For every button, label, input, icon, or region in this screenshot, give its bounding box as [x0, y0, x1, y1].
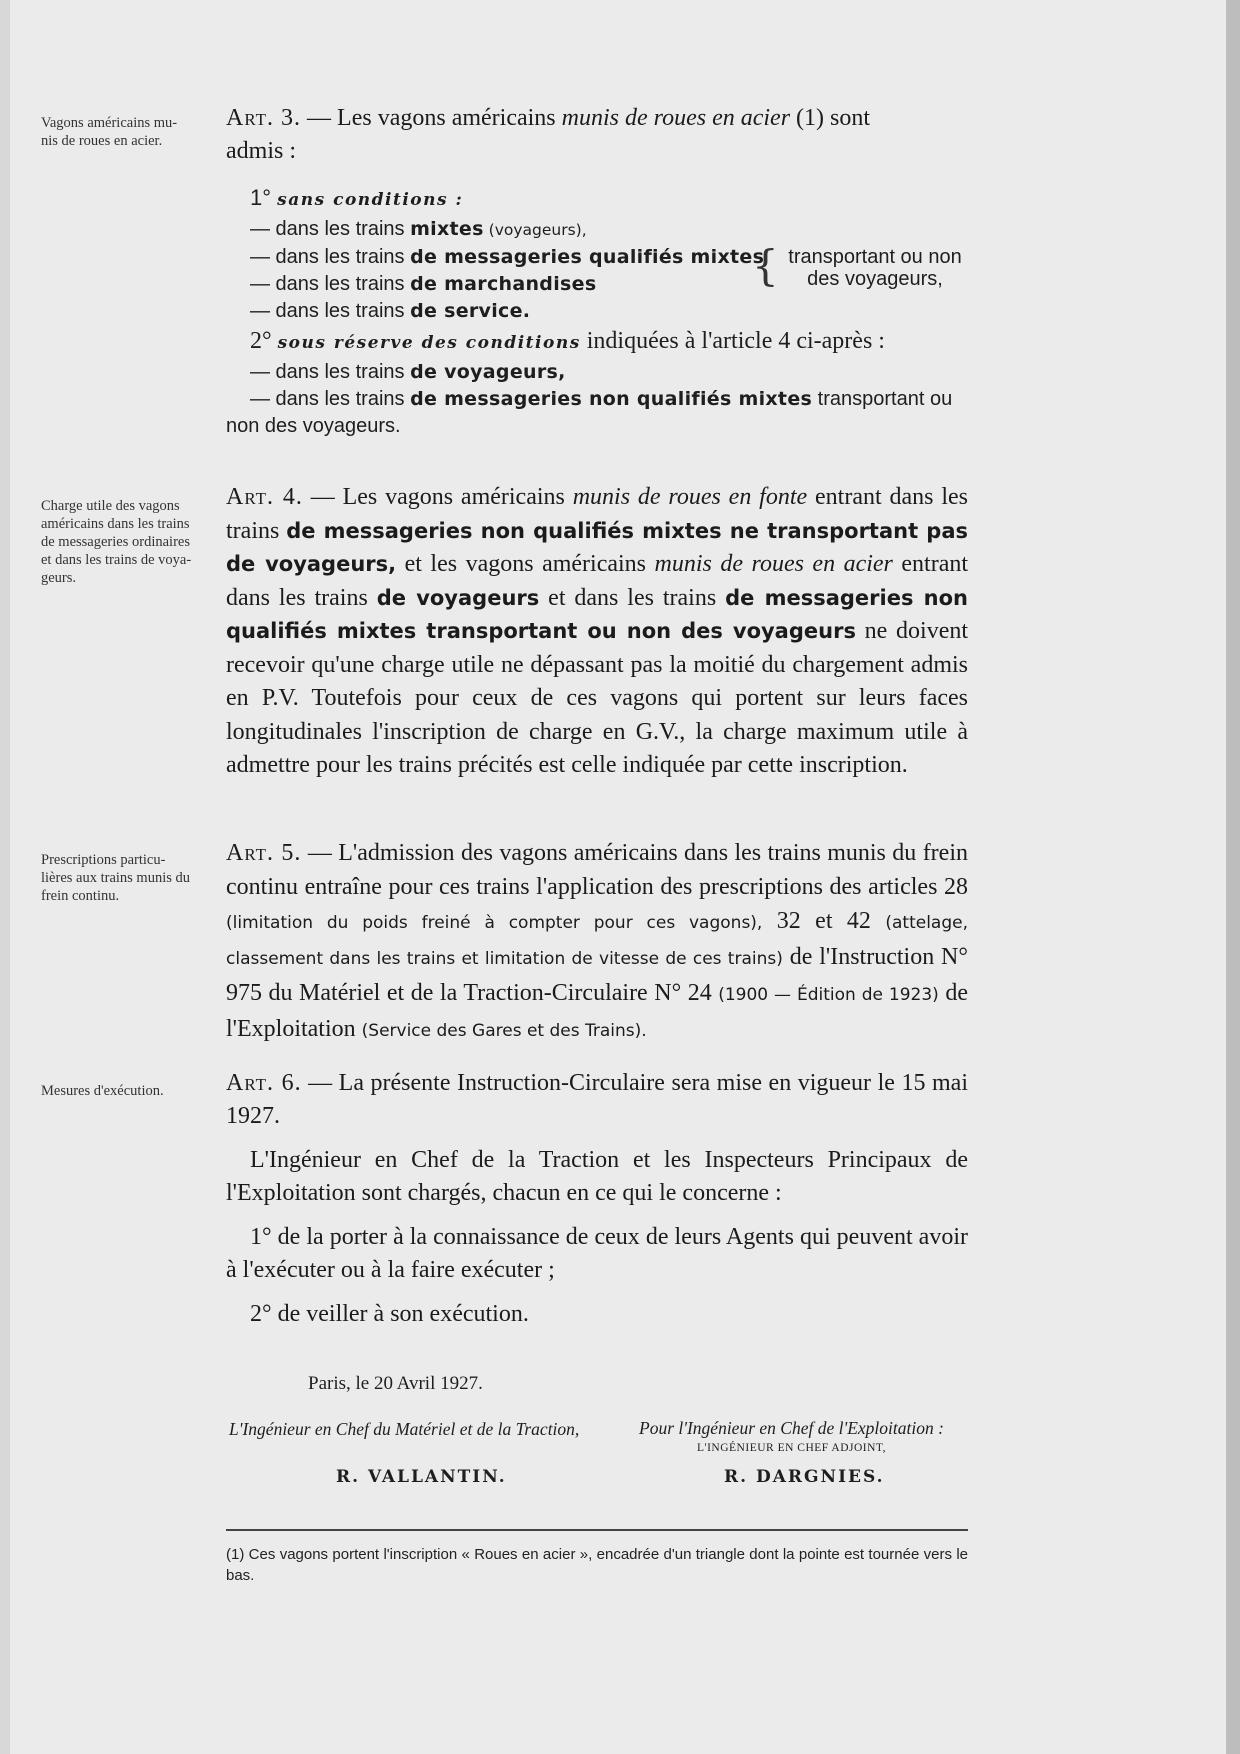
margin-note-line: Charge utile des vagons — [41, 498, 180, 514]
article-label: Art. 4. — [226, 484, 303, 510]
place-date: Paris, le 20 Avril 1927. — [308, 1373, 483, 1394]
paragraph: 2° de veiller à son exécution. — [250, 1301, 529, 1327]
paragraph: 1° de la porter à la connaissance de ceux de leurs Agents qui peuvent avoir à l'exécuter ou à la faire exécuter ; — [226, 1224, 968, 1283]
margin-note-art4 — [41, 497, 216, 587]
margin-note-line: américains dans les trains — [41, 516, 190, 532]
list-item: — dans les trains de messageries non qualifiés mixtes transportant ou — [250, 388, 953, 410]
section-2-heading: 2° sous réserve des conditions indiquées à l'article 4 ci-après : — [250, 328, 885, 354]
margin-note-art3 — [41, 114, 216, 150]
footnote-divider — [226, 1529, 968, 1531]
right-signatory-title: Pour l'Ingénieur en Chef de l'Exploitation : — [639, 1418, 944, 1438]
article-3-intro: Art. 3. — Les vagons américains munis de roues en acier (1) sont admis : — [226, 105, 871, 164]
article-label: Art. 6. — [226, 1070, 302, 1096]
list-item: — dans les trains mixtes (voyageurs), — [250, 218, 587, 240]
left-signatory-title: L'Ingénieur en Chef du Matériel et de la Traction, — [229, 1419, 580, 1439]
right-signatory-subtitle: L'INGÉNIEUR EN CHEF ADJOINT, — [697, 1442, 886, 1454]
list-item: — dans les trains de service. — [250, 300, 531, 322]
margin-note-line: Vagons américains mu- — [41, 115, 178, 131]
margin-note-art5 — [41, 851, 216, 905]
article-label: Art. 5. — [226, 840, 302, 866]
paragraph: Art. 6. — La présente Instruction-Circulaire sera mise en vigueur le 15 mai 1927. — [226, 1070, 968, 1129]
article-4: Art. 4. — Les vagons américains munis de roues en fonte entrant dans les trains de messageries non qualifiés mixtes ne transportant pas de voyageurs, et les vagons américains munis de roues en acier entrant dans les trains de voyageurs et dans les trains de messageries non qualifiés mixtes transportant ou non des voyageurs ne doivent recevoir qu'une charge utile ne dépassant pas la moitié du chargement admis en P.V. Toutefois pour ceux de ces vagons qui portent sur leurs faces longitudinales l'inscription de charge en G.V., la charge maximum utile à admettre pour les trains précités est celle indiquée par cette inscription. — [226, 484, 969, 778]
margin-note-line: Mesures d'exécution. — [41, 1083, 164, 1099]
brace-annotation: transportant ou non des voyageurs, — [788, 246, 962, 290]
margin-note-line: de messageries ordinaires — [41, 534, 190, 550]
brace-symbol: { — [752, 241, 779, 290]
margin-note-line: et dans les trains de voya- — [41, 552, 192, 568]
list-item: — dans les trains de voyageurs, — [250, 361, 566, 383]
margin-note-line: geurs. — [41, 570, 77, 586]
list-item: — dans les trains de messageries qualifiés mixtes — [250, 246, 765, 268]
section-1-list — [250, 216, 764, 325]
section-2-list-cont: non des voyageurs. — [226, 415, 401, 437]
left-signatory-name: R. VALLANTIN. — [336, 1467, 507, 1487]
footnote: (1) Ces vagons portent l'inscription « Roues en acier », encadrée d'un triangle dont la pointe est tournée vers le bas. — [226, 1546, 968, 1584]
margin-note-line: frein continu. — [41, 888, 120, 904]
paragraph: L'Ingénieur en Chef de la Traction et les Inspecteurs Principaux de l'Exploitation sont chargés, chacun en ce qui le concerne : — [226, 1147, 968, 1206]
margin-note-art6 — [41, 1082, 216, 1100]
section-2-list — [250, 359, 970, 413]
article-6 — [226, 1067, 968, 1331]
section-1-heading: 1° sans conditions : — [250, 185, 464, 210]
right-signatory-name: R. DARGNIES. — [724, 1467, 885, 1487]
article-5: Art. 5. — L'admission des vagons américains dans les trains munis du frein continu entraîne pour ces trains l'application des prescriptions des articles 28 (limitation du poids freiné à compter pour ces vagons), 32 et 42 (attelage, classement dans les trains et limitation de vitesse de ces trains) de l'Instruction N° 975 du Matériel et de la Traction-Circulaire N° 24 (1900 — Édition de 1923) de l'Exploitation (Service des Gares et des Trains). — [226, 840, 968, 1042]
margin-note-line: Prescriptions particu- — [41, 852, 166, 868]
margin-note-line: lières aux trains munis du — [41, 870, 191, 886]
article-label: Art. 3. — [226, 105, 302, 131]
margin-note-line: nis de roues en acier. — [41, 133, 163, 149]
list-item: — dans les trains de marchandises — [250, 273, 597, 295]
